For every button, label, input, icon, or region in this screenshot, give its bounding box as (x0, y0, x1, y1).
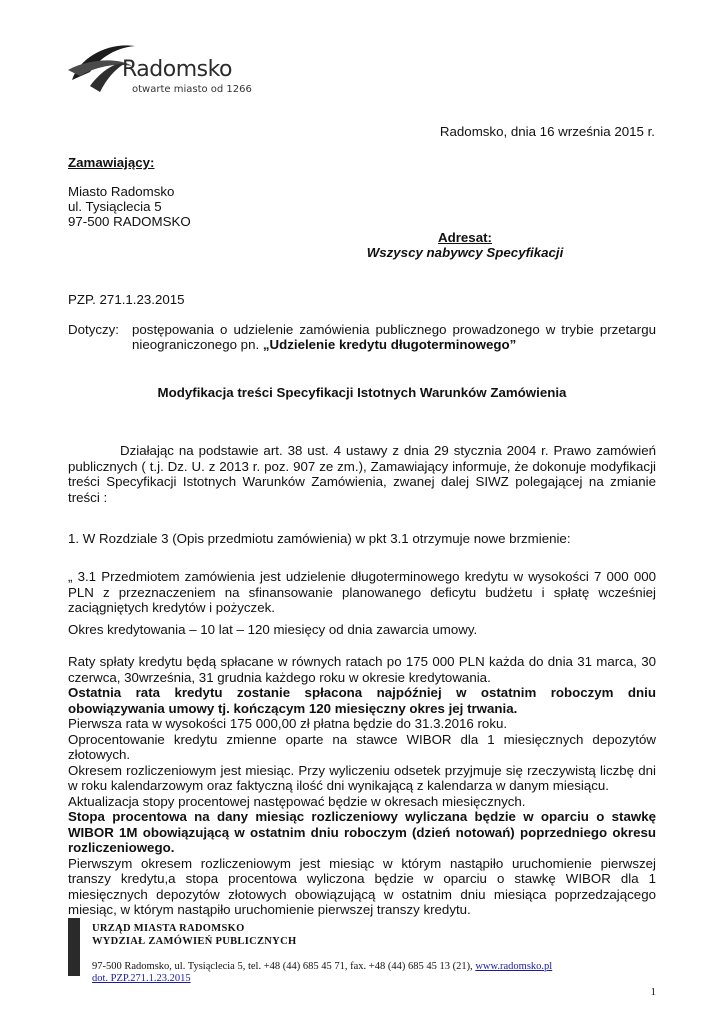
footer-address: 97-500 Radomsko, ul. Tysiąclecia 5, tel. +48 (44) 685 45 71, fax. +48 (44) 685 45 13 (21), (92, 961, 473, 972)
footer-reference: dot. PZP.271.1.23.2015 (92, 973, 191, 984)
aktualizacja-paragraph: Aktualizacja stopy procentowej następować będzie w okresach miesięcznych. (68, 793, 526, 809)
oprocentowanie-paragraph: Oprocentowanie kredytu zmienne oparte na stawce WIBOR dla 1 miesięcznych depozytów złotowych. (68, 731, 656, 762)
footer-office: URZĄD MIASTA RADOMSKO (92, 923, 245, 934)
dotyczy-prefix: nieograniczonego pn. (132, 337, 263, 352)
terms-block (68, 654, 656, 918)
adresat-value: Wszyscy nabywcy Specyfikacji (366, 245, 564, 260)
quote-paragraph: „ 3.1 Przedmiotem zamówienia jest udzielenie długoterminowego kredytu w wysokości 7 000 000 PLN z przeznaczeniem na sfinansowanie planowanego deficytu budżetu i spłatę wcześniej zaciągniętych kredytów i pożyczek. (68, 569, 656, 615)
radomsko-logo (60, 36, 260, 100)
dotyczy-text-line-2 (132, 337, 656, 353)
footer-address-line (92, 961, 552, 973)
intro-paragraph: Działając na podstawie art. 38 ust. 4 ustawy z dnia 29 stycznia 2004 r. Prawo zamówień publicznych ( t.j. Dz. U. z 2013 r. poz. 907 ze zm.), Zamawiający informuje, że dokonuje modyfikacji treści Specyfikacji Istotnych Warunków Zamówienia, zwanej dalej SIWZ polegającej na zmianie treści : (68, 443, 656, 505)
okres-rozliczeniowy-paragraph: Okresem rozliczeniowym jest miesiąc. Przy wyliczeniu odsetek przyjmuje się rzeczywistą liczbę dni w roku kalendarzowym oraz faktyczną ilość dni wynikającą z kalendarza w danym miesiącu. (68, 762, 656, 793)
zamawiajacy-line-1: Miasto Radomsko (68, 184, 175, 199)
zamawiajacy-line-3: 97-500 RADOMSKO (68, 214, 191, 229)
date-line: Radomsko, dnia 16 września 2015 r. (439, 124, 655, 139)
zamawiajacy-line-2: ul. Tysiąclecia 5 (68, 199, 162, 214)
raty-paragraph: Raty spłaty kredytu będą spłacane w równych ratach po 175 000 PLN każda do dnia 31 marca, 30 czerwca, 30września, 31 grudnia każdego roku w okresie kredytowania. (68, 654, 656, 685)
point-1: 1. W Rozdziale 3 (Opis przedmiotu zamówienia) w pkt 3.1 otrzymuje nowe brzmienie: (68, 531, 571, 546)
reference-number: PZP. 271.1.23.2015 (68, 292, 185, 307)
logo-tagline: otwarte miasto od 1266 (132, 84, 252, 95)
footer-website-link[interactable]: www.radomsko.pl (475, 961, 553, 972)
okres-kredytowania: Okres kredytowania – 10 lat – 120 miesięcy od dnia zawarcia umowy. (68, 622, 478, 637)
dotyczy-text-line-1: postępowania o udzielenie zamówienia publicznego prowadzonego w trybie przetargu (132, 322, 656, 337)
footer-department: WYDZIAŁ ZAMÓWIEŃ PUBLICZNYCH (92, 936, 297, 947)
pierwszym-okresem-paragraph: Pierwszym okresem rozliczeniowym jest miesiąc w którym nastąpiło uruchomienie pierwszej transzy kredytu,a stopa procentowa wyliczona będzie w oparciu o stawkę WIBOR dla 1 miesięcznych depozytów złotowych obowiązującą w ostatnim dniu miesiąca poprzedzającego miesiąc, w którym nastąpiło uruchomienie pierwszej transzy kredytu. (68, 855, 656, 917)
stopa-procentowa-paragraph: Stopa procentowa na dany miesiąc rozliczeniowy wyliczana będzie w oparciu o stawkę WIBOR 1M obowiązującą w ostatnim dniu roboczym (dzień notowań) poprzedniego okresu rozliczeniowego. (68, 809, 656, 855)
adresat-label: Adresat: (438, 230, 492, 245)
dotyczy-title: „Udzielenie kredytu długoterminowego” (262, 337, 517, 352)
pierwsza-rata-paragraph: Pierwsza rata w wysokości 175 000,00 zł płatna będzie do 31.3.2016 roku. (68, 716, 508, 731)
zamawiajacy-label: Zamawiający: (68, 155, 155, 170)
ostatnia-rata-paragraph: Ostatnia rata kredytu zostanie spłacona najpóźniej w ostatnim roboczym dniu obowiązywania umowy tj. kończącym 120 miesięczny okres jej trwania. (68, 685, 656, 716)
dotyczy-label: Dotyczy: (68, 322, 119, 337)
page-number: 1 (650, 986, 656, 998)
modification-heading: Modyfikacja treści Specyfikacji Istotnych Warunków Zamówienia (157, 385, 567, 400)
logo-name: Radomsko (122, 57, 233, 82)
footer-bar (68, 918, 80, 976)
